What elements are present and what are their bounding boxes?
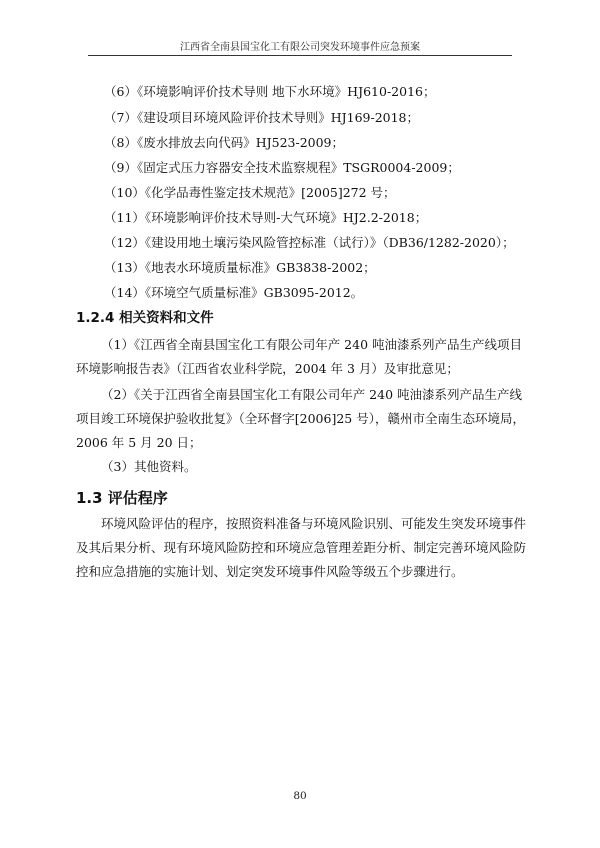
reference-item-9: （9）《固定式压力容器安全技术监察规程》TSGR0004-2009； — [104, 160, 460, 175]
section-heading-1-2-4: 1.2.4 相关资料和文件 — [76, 310, 214, 326]
reference-item-12: （12）《建设用地土壤污染风险管控标准（试行）》（DB36/1282-2020）； — [104, 235, 515, 250]
related-doc-item-1: （1）《江西省全南县国宝化工有限公司年产 240 吨油漆系列产品生产线项目环境影响报告表》（江西省农业科学院，2004 年 3 月）及审批意见； — [76, 337, 523, 376]
page-number: 80 — [293, 790, 307, 802]
related-doc-item-3: （3）其他资料。 — [101, 459, 197, 474]
header-rule — [88, 55, 512, 56]
assessment-procedure-paragraph: 环境风险评估的程序，按照资料准备与环境风险识别、可能发生突发环境事件及其后果分析、现有环境风险防控和环境应急管理差距分析、制定完善环境风险防控和应急措施的实施计划、划定突发环境事件风险等级五个步骤进行。 — [76, 516, 527, 579]
running-header: 江西省全南县国宝化工有限公司突发环境事件应急预案 — [180, 42, 420, 53]
section-heading-1-3: 1.3 评估程序 — [76, 489, 168, 507]
related-doc-item-2: （2）《关于江西省全南县国宝化工有限公司年产 240 吨油漆系列产品生产线项目竣工环境保护验收批复》（全环督字[2006]25 号），赣州市全南生态环境局，2006 年 5 月 20 日； — [76, 387, 525, 450]
reference-item-14: （14）《环境空气质量标准》GB3095-2012。 — [104, 285, 364, 300]
reference-item-8: （8）《废水排放去向代码》HJ523-2009； — [104, 135, 345, 150]
reference-item-10: （10）《化学品毒性鉴定技术规范》[2005]272 号； — [104, 185, 396, 200]
reference-item-6: （6）《环境影响评价技术导则 地下水环境》HJ610-2016； — [104, 84, 436, 99]
reference-item-13: （13）《地表水环境质量标准》GB3838-2002； — [104, 260, 376, 275]
reference-item-7: （7）《建设项目环境风险评价技术导则》HJ169-2018； — [104, 110, 420, 125]
reference-item-11: （11）《环境影响评价技术导则-大气环境》HJ2.2-2018； — [104, 210, 428, 225]
